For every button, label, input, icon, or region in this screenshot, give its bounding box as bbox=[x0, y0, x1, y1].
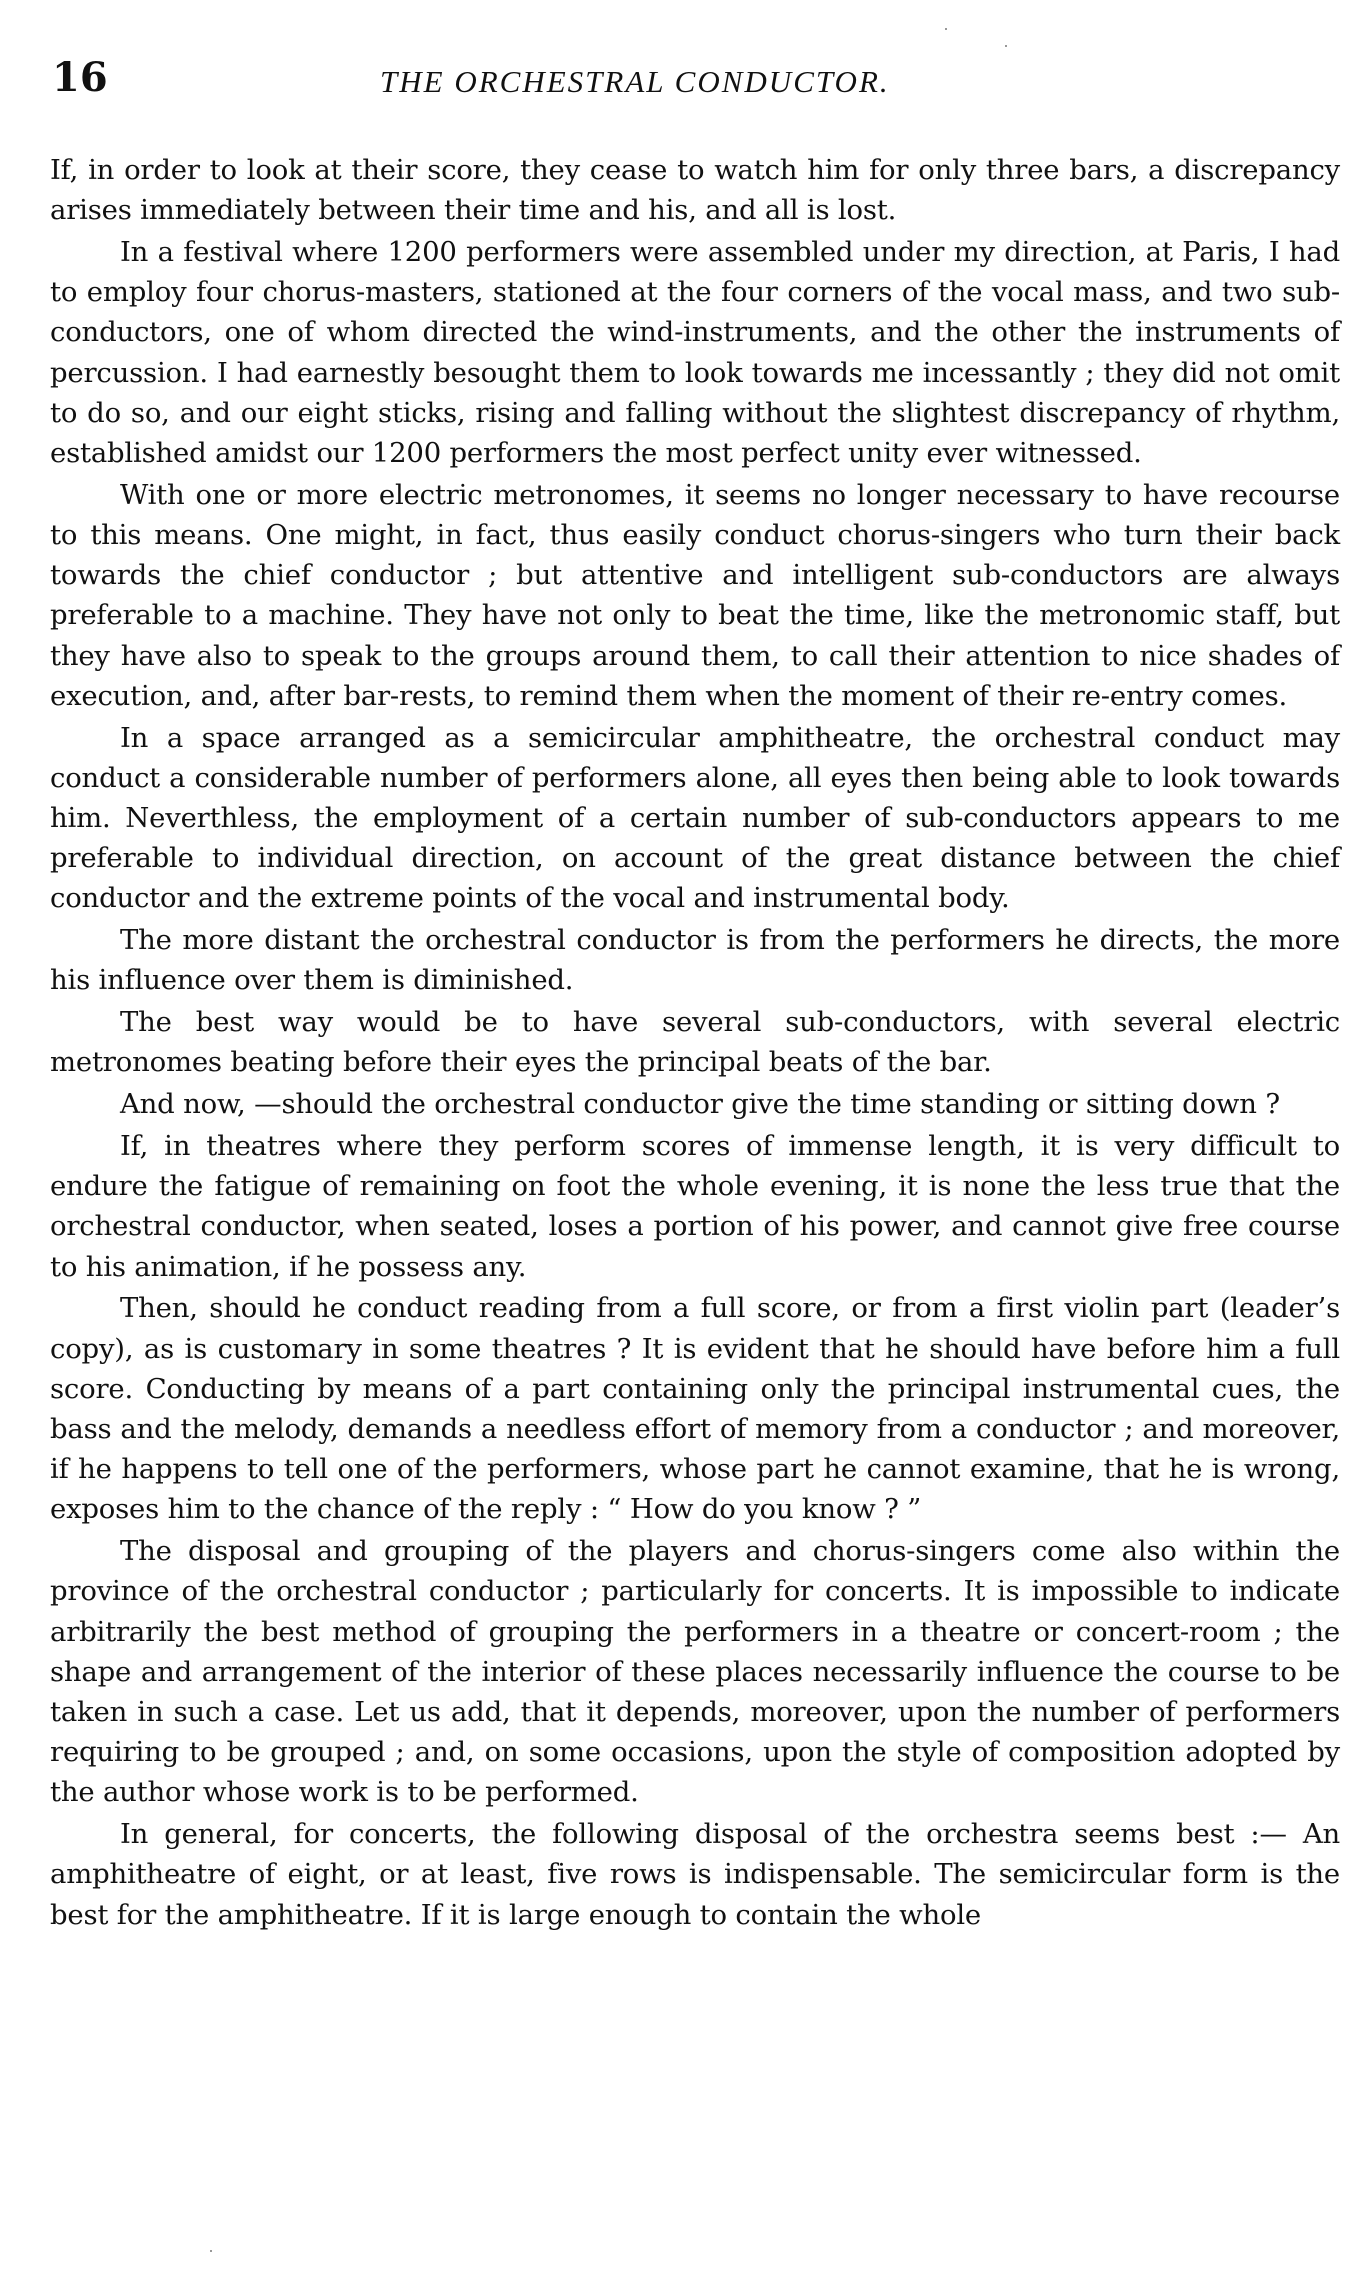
scan-speck bbox=[1005, 45, 1007, 47]
scan-speck bbox=[210, 2250, 212, 2252]
page-header bbox=[50, 48, 1340, 108]
body-text bbox=[50, 150, 1340, 1936]
paragraph: The best way would be to have several sub-conductors, with several electric metronomes beating before their eyes the principal beats of the bar. bbox=[50, 1006, 1340, 1079]
paragraph: Then, should he conduct reading from a full score, or from a first violin part (leader’s copy), as is customary in some theatres ? It is evident that he should have before him a full score. Conducting by means of a part containing only the principal instrumental cues, the bass and the melody, demands a needless effort of memory from a conductor ; and moreover, if he happens to tell one of the performers, whose part he cannot examine, that he is wrong, exposes him to the chance of the reply : “ How do you know ? ” bbox=[50, 1292, 1340, 1526]
paragraph: If, in order to look at their score, they cease to watch him for only three bars, a discrepancy arises immediately between their time and his, and all is lost. bbox=[50, 154, 1340, 227]
paragraph: In general, for concerts, the following disposal of the orchestra seems best :— An amphitheatre of eight, or at least, five rows is indispensable. The semicircular form is the best for the amphitheatre. If it is large enough to contain the whole bbox=[50, 1818, 1340, 1931]
paragraph: The disposal and grouping of the players and chorus-singers come also within the province of the orchestral conductor ; particularly for concerts. It is impossible to indicate arbitrarily the best method of grouping the performers in a theatre or concert-room ; the shape and arrangement of the interior of these places necessarily influence the course to be taken in such a case. Let us add, that it depends, moreover, upon the number of performers requiring to be grouped ; and, on some occasions, upon the style of composition adopted by the author whose work is to be performed. bbox=[50, 1535, 1340, 1809]
running-title: THE ORCHESTRAL CONDUCTOR. bbox=[380, 64, 890, 99]
paragraph: In a festival where 1200 performers were assembled under my direction, at Paris, I had to employ four chorus-masters, stationed at the four corners of the vocal mass, and two sub-conductors, one of whom directed the wind-instruments, and the other the instruments of percussion. I had earnestly besought them to look towards me incessantly ; they did not omit to do so, and our eight sticks, rising and falling without the slightest discrepancy of rhythm, established amidst our 1200 performers the most perfect unity ever witnessed. bbox=[50, 236, 1340, 470]
paragraph: If, in theatres where they perform scores of immense length, it is very difficult to endure the fatigue of remaining on foot the whole evening, it is none the less true that the orchestral conductor, when seated, loses a portion of his power, and cannot give free course to his animation, if he possess any. bbox=[50, 1130, 1340, 1283]
paragraph: In a space arranged as a semicircular amphitheatre, the orchestral conduct may conduct a considerable number of performers alone, all eyes then being able to look towards him. Neverthless, the employment of a certain number of sub-conductors appears to me preferable to individual direction, on account of the great distance between the chief conductor and the extreme points of the vocal and instrumental body. bbox=[50, 721, 1340, 915]
paragraph: With one or more electric metronomes, it seems no longer necessary to have recourse to this means. One might, in fact, thus easily conduct chorus-singers who turn their back towards the chief conductor ; but attentive and intelligent sub-conductors are always preferable to a machine. They have not only to beat the time, like the metronomic staff, but they have also to speak to the groups around them, to call their attention to nice shades of execution, and, after bar-rests, to remind them when the moment of their re-entry comes. bbox=[50, 478, 1340, 712]
scan-speck bbox=[945, 28, 947, 30]
page-number: 16 bbox=[52, 54, 108, 101]
paragraph: And now, —should the orchestral conductor give the time standing or sitting down ? bbox=[120, 1088, 1280, 1121]
paragraph: The more distant the orchestral conductor is from the performers he directs, the more his influence over them is diminished. bbox=[50, 924, 1340, 997]
